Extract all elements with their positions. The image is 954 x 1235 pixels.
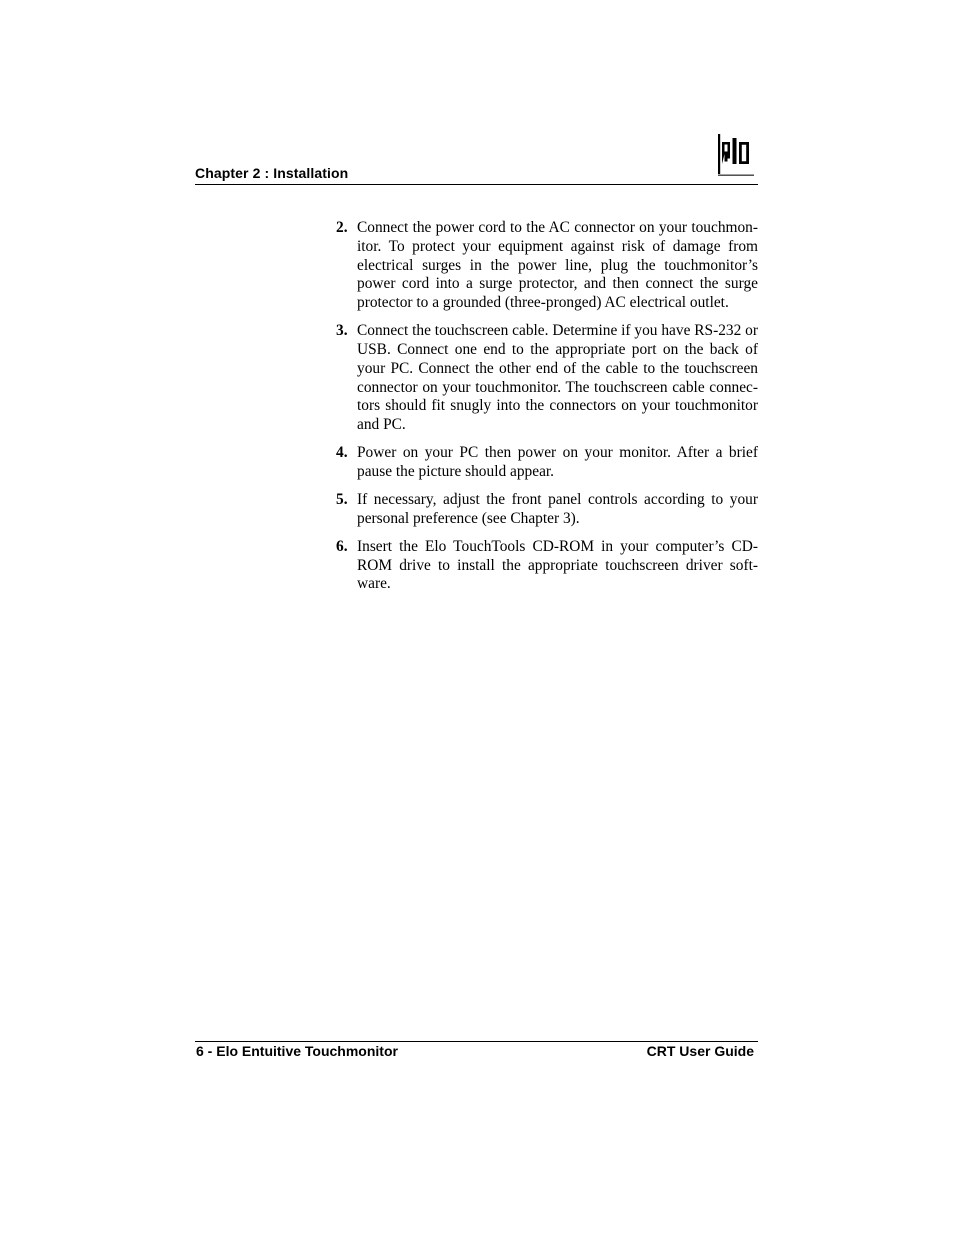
page-header [195,132,758,185]
step-number: 3. [336,322,348,340]
installation-steps [336,219,758,603]
elo-touchsystems-logo-icon [718,134,756,178]
step-item [336,444,758,482]
step-number: 4. [336,444,348,462]
step-text: Power on your PC then power on your monitor. After a brief pause the picture should appear. [357,444,758,480]
step-text: Insert the Elo TouchTools CD-ROM in your computer’s CD- ROM drive to install the appropriate touchscreen driver soft- ware. [357,537,758,593]
page-footer [195,1041,758,1064]
step-item [336,322,758,435]
step-text: Connect the power cord to the AC connector on your touchmon- itor. To protect your equipment against risk of damage from electrical surges in the power line, plug the touchmonitor’s power cord into a surge protector, and then connect the surge protector to a grounded (three-pronged) AC electrical outlet. [357,219,758,312]
step-number: 6. [336,537,348,555]
step-text: Connect the touchscreen cable. Determine if you have RS-232 or USB. Connect one end to the appropriate port on the back of your PC. Connect the other end of the cable to the touchscreen connector on your touchmonitor. The touchscreen cable connec- tors should fit snugly into the connectors on your touchmonitor and PC. [357,322,758,434]
step-item [336,538,758,594]
footer-guide-title: CRT User Guide [646,1043,754,1059]
step-item [336,491,758,529]
step-number: 2. [336,219,348,236]
step-item [336,219,758,313]
footer-page-label: 6 - Elo Entuitive Touchmonitor [196,1043,398,1059]
chapter-title: Chapter 2 : Installation [195,165,349,181]
step-number: 5. [336,490,348,508]
step-text: If necessary, adjust the front panel controls according to your personal preference (see Chapter 3). [357,490,758,527]
